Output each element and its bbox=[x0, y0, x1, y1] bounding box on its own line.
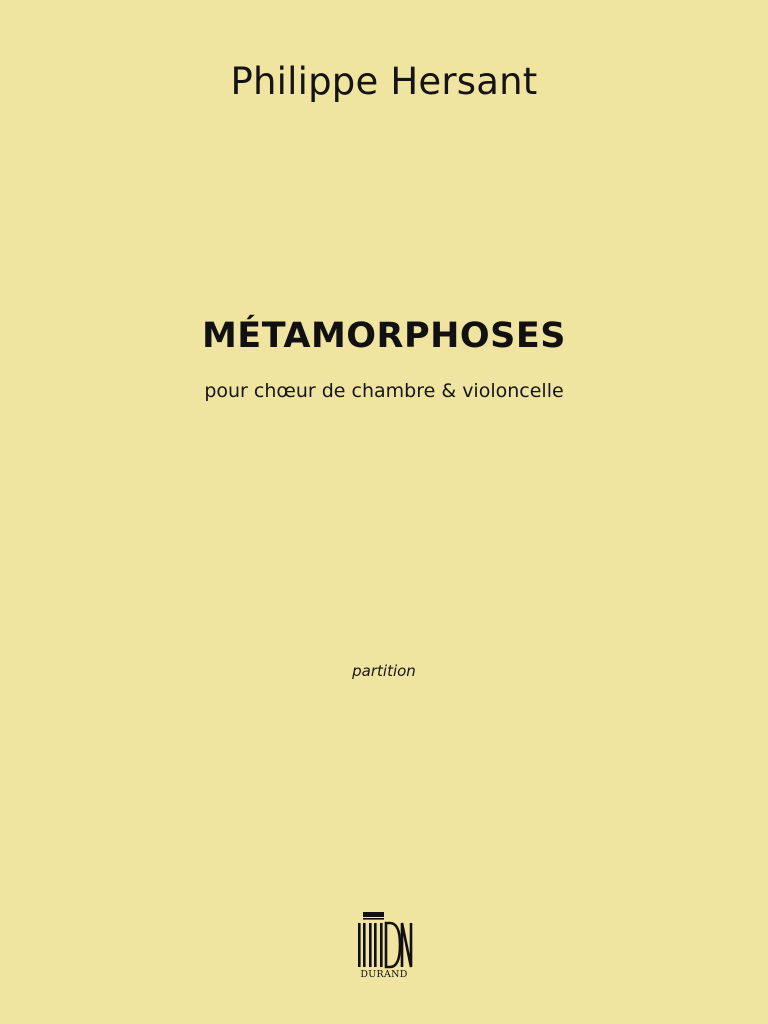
edition-type: partition bbox=[352, 662, 416, 680]
publisher-name: DURAND bbox=[360, 969, 408, 980]
durand-column-logo-icon bbox=[354, 911, 414, 969]
publisher-logo bbox=[354, 911, 414, 986]
work-subtitle: pour chœur de chambre & violoncelle bbox=[204, 380, 564, 402]
work-title: MÉTAMORPHOSES bbox=[201, 316, 567, 356]
composer-name: Philippe Hersant bbox=[230, 60, 538, 103]
